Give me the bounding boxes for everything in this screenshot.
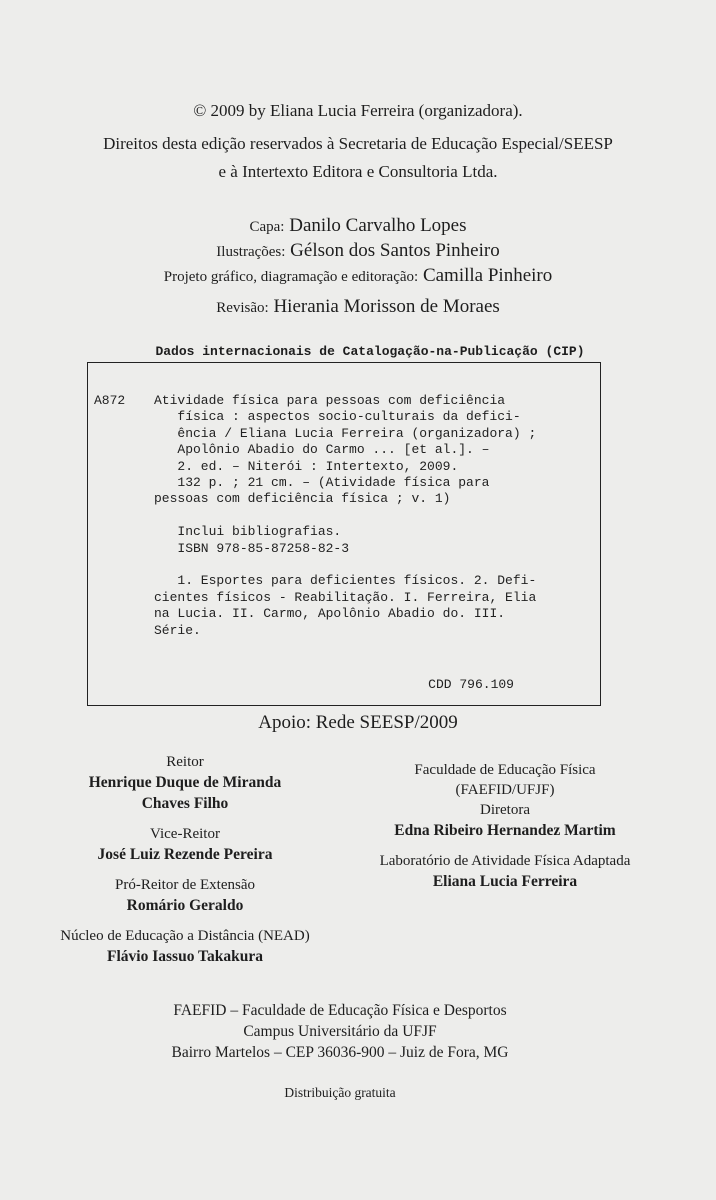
distribution-note: Distribuição gratuita: [284, 1085, 396, 1100]
person-name: Chaves Filho: [141, 795, 229, 812]
cip-cdd-number: CDD 796.109: [428, 676, 514, 692]
role-title: Reitor: [166, 754, 204, 770]
role-title: Laboratório de Atividade Física Adaptada: [379, 853, 631, 869]
role-title: Pró-Reitor de Extensão: [115, 877, 255, 893]
cip-line: ência / Eliana Lucia Ferreira (organizadora) ;: [154, 425, 537, 441]
cip-classification-code: A872: [94, 393, 126, 408]
credit-label: Revisão:: [216, 300, 269, 316]
credit-design: [0, 265, 716, 287]
credit-value: Danilo Carvalho Lopes: [289, 215, 467, 236]
cip-record-box: [87, 362, 601, 706]
faculty-officials: [355, 760, 655, 892]
cip-line: Atividade física para pessoas com deficiência: [154, 393, 506, 408]
university-officials: [40, 752, 330, 967]
copyright-line-3: e à Intertexto Editora e Consultoria Ltda.: [218, 162, 498, 181]
support-line: Apoio: Rede SEESP/2009: [258, 712, 458, 733]
person-name: Eliana Lucia Ferreira: [432, 873, 578, 890]
copyright-line-1: © 2009 by Eliana Lucia Ferreira (organizadora).: [193, 101, 523, 120]
credit-value: Gélson dos Santos Pinheiro: [290, 240, 500, 261]
credit-label: Ilustrações:: [216, 244, 286, 260]
cip-line: Inclui bibliografias.: [154, 524, 342, 540]
role-title: Vice-Reitor: [150, 826, 220, 842]
person-name: Flávio Iassuo Takakura: [107, 948, 263, 965]
person-name: Edna Ribeiro Hernandez Martim: [394, 822, 616, 839]
cip-line: 132 p. ; 21 cm. – (Atividade física para: [154, 475, 490, 490]
copyright-line-2: Direitos desta edição reservados à Secretaria de Educação Especial/SEESP: [103, 134, 613, 153]
role-title: Núcleo de Educação a Distância (NEAD): [60, 928, 310, 944]
role-title: Diretora: [480, 802, 530, 818]
cip-line: na Lucia. II. Carmo, Apolônio Abadio do. III.: [154, 606, 506, 622]
cip-line: ISBN 978-85-87258-82-3: [154, 540, 350, 556]
address-line: Campus Universitário da UFJF: [243, 1023, 437, 1040]
credit-value: Hierania Morisson de Moraes: [273, 296, 500, 317]
credit-cover: [0, 215, 716, 237]
credit-illustrations: [0, 240, 716, 262]
cip-line: física : aspectos socio-culturais da defici-: [154, 409, 521, 425]
cip-line: cientes físicos - Reabilitação. I. Ferreira, Elia: [154, 589, 537, 605]
person-name: Henrique Duque de Miranda: [88, 774, 282, 791]
credit-revision: [0, 296, 716, 318]
address-line: FAEFID – Faculdade de Educação Física e Desportos: [173, 1002, 507, 1019]
cip-line: 1. Esportes para deficientes físicos. 2. Defi-: [154, 573, 537, 589]
address-line: Bairro Martelos – CEP 36036-900 – Juiz de Fora, MG: [171, 1044, 509, 1061]
cip-line: Série.: [154, 622, 201, 638]
person-name: José Luiz Rezende Pereira: [97, 846, 273, 863]
cip-line: pessoas com deficiência física ; v. 1): [154, 491, 451, 507]
person-name: Romário Geraldo: [126, 897, 244, 914]
credit-label: Projeto gráfico, diagramação e editoração:: [163, 269, 419, 285]
credit-value: Camilla Pinheiro: [422, 265, 553, 286]
address-block: [110, 1000, 570, 1063]
faculty-name: Faculdade de Educação Física: [414, 762, 596, 778]
cip-line: 2. ed. – Niterói : Intertexto, 2009.: [154, 458, 459, 474]
cip-title: Dados internacionais de Catalogação-na-Publicação (CIP): [155, 344, 585, 359]
credit-label: Capa:: [249, 219, 285, 235]
cip-line: Apolônio Abadio do Carmo ... [et al.]. –: [154, 442, 490, 458]
faculty-acronym: (FAEFID/UFJF): [455, 782, 555, 798]
